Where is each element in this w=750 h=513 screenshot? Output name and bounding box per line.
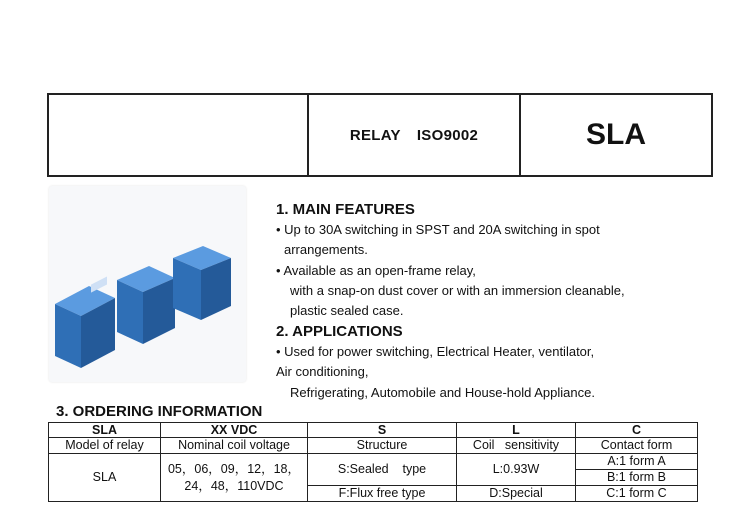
- applications-heading: 2. APPLICATIONS: [276, 323, 403, 340]
- table-cell: SLA: [49, 454, 161, 502]
- table-subheader-row: [49, 438, 698, 454]
- feature-line: arrangements.: [284, 242, 368, 257]
- voltage-line: 24，48，110VDC: [184, 478, 284, 493]
- relay-icon: [173, 246, 231, 320]
- table-cell: Model of relay: [49, 438, 161, 454]
- voltage-line: 05，06，09，12，18，: [167, 461, 301, 476]
- table-header-cell: XX VDC: [161, 423, 308, 438]
- feature-line: • Up to 30A switching in SPST and 20A switching in spot: [276, 222, 600, 237]
- table-header-cell: C: [576, 423, 698, 438]
- relay-cubes-illustration: [49, 186, 246, 382]
- table-row: [49, 454, 698, 470]
- table-cell: B:1 form B: [576, 470, 698, 486]
- table-cell: L:0.93W: [457, 454, 576, 486]
- table-header-row: [49, 423, 698, 438]
- relay-label: RELAY: [349, 126, 401, 144]
- table-cell: S:Sealed type: [308, 454, 457, 486]
- application-line: Refrigerating, Automobile and House-hold Appliance.: [290, 385, 595, 400]
- table-cell: [161, 454, 308, 502]
- application-line: Air conditioning,: [276, 364, 369, 379]
- iso-label: ISO9002: [416, 126, 479, 144]
- table-header-cell: S: [308, 423, 457, 438]
- main-features-heading: 1. MAIN FEATURES: [276, 201, 415, 218]
- ordering-heading: 3. ORDERING INFORMATION: [56, 403, 263, 420]
- relay-icon: [55, 276, 115, 368]
- document-subtitle: [309, 95, 519, 175]
- table-cell: C:1 form C: [576, 486, 698, 502]
- title-block: [47, 93, 713, 177]
- table-cell: D:Special: [457, 486, 576, 502]
- table-cell: Nominal coil voltage: [161, 438, 308, 454]
- ordering-table: [48, 422, 698, 502]
- relay-icon: [117, 266, 175, 344]
- table-cell: F:Flux free type: [308, 486, 457, 502]
- table-cell: Contact form: [576, 438, 698, 454]
- table-cell: Structure: [308, 438, 457, 454]
- application-line: • Used for power switching, Electrical Heater, ventilator,: [276, 344, 595, 359]
- table-header-cell: L: [457, 423, 576, 438]
- model-name: SLA: [586, 118, 646, 151]
- table-cell: A:1 form A: [576, 454, 698, 470]
- table-cell: Coil sensitivity: [457, 438, 576, 454]
- feature-line: with a snap-on dust cover or with an immersion cleanable,: [290, 283, 625, 298]
- feature-line: • Available as an open-frame relay,: [276, 263, 476, 278]
- table-header-cell: SLA: [49, 423, 161, 438]
- feature-line: plastic sealed case.: [290, 303, 404, 318]
- relay-product-photo: [49, 186, 246, 382]
